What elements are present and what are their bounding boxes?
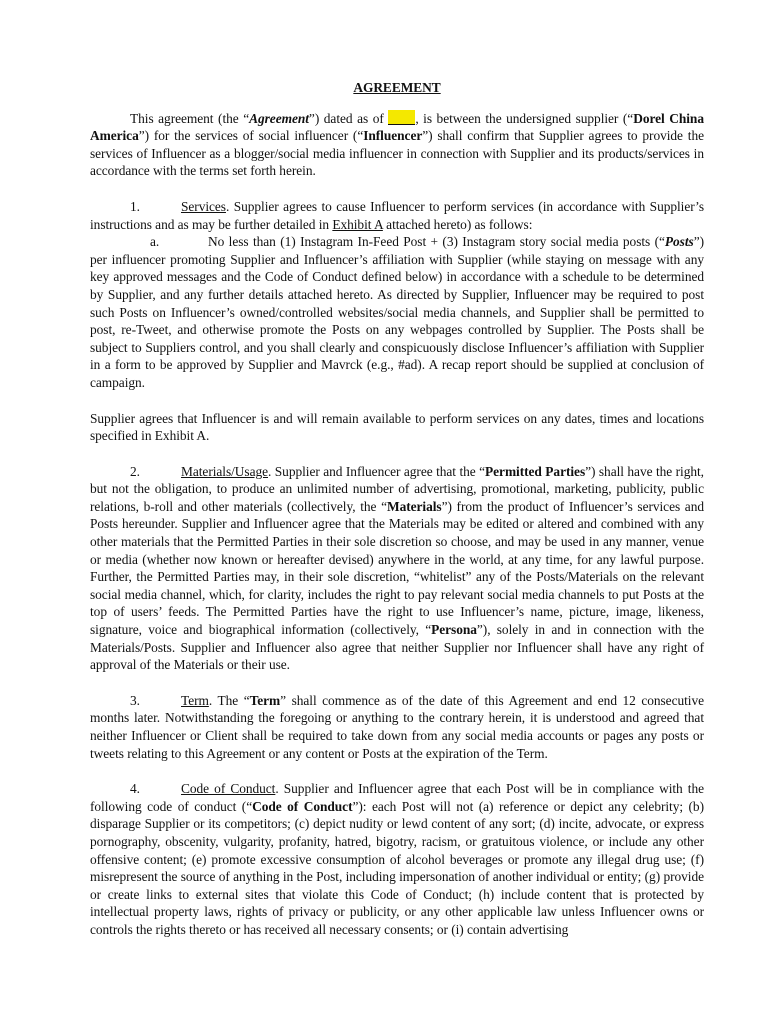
date-blank-field[interactable] — [388, 110, 415, 125]
section-text: . Supplier agrees to cause Influencer to perform services (in accordance with Supplier’s instructions and as may be further detailed in — [90, 198, 704, 232]
intro-text-1: This agreement (the “ — [130, 110, 250, 126]
section-text: ” shall commence as of the date of this Agreement and end 12 consecutive months later. Notwithstanding the foregoing or anything to the contrary herein, it is understood and agreed that neither Influencer or Client shall be required to take down from any social media accounts or pages any posts or tweets relating to this Agreement or any content or Posts at the expiration of the Term. — [90, 692, 704, 761]
document-title: AGREEMENT — [353, 80, 441, 95]
defined-term-code-of-conduct: Code of Conduct — [252, 798, 353, 814]
defined-term-posts: Posts — [664, 234, 694, 250]
section-heading: Services — [181, 198, 226, 214]
section-text: . Supplier and Influencer agree that the “ — [268, 463, 486, 479]
section-text: ”), solely in and in connection with the Materials/Posts. Supplier and Influencer also agree that neither Supplier nor Influencer shall have any right of approval of the Materials or their use. — [90, 622, 704, 673]
section-heading: Term — [181, 692, 209, 708]
section-number: 3. — [130, 692, 140, 708]
section-text: attached hereto) as follows: — [382, 216, 533, 232]
defined-term-term: Term — [249, 692, 281, 708]
defined-term-agreement: Agreement — [249, 110, 309, 126]
section-heading: Code of Conduct — [181, 781, 276, 797]
section-services — [90, 198, 704, 233]
section-number: 2. — [130, 463, 140, 479]
section-materials-usage — [90, 463, 704, 674]
section-term — [90, 692, 704, 762]
intro-text-3: , is between the undersigned supplier (“ — [415, 110, 634, 126]
exhibit-reference: Exhibit A — [332, 216, 383, 232]
intro-text-2: ”) dated as of — [308, 110, 389, 126]
section-number: 1. — [130, 198, 140, 214]
agreement-document — [90, 79, 704, 939]
section-text: . Supplier and Influencer agree that each Post will be in compliance with the following code of conduct (“ — [90, 781, 704, 814]
availability-paragraph: Supplier agrees that Influencer is and will remain available to perform services on any dates, times and locations specified in Exhibit A. — [90, 410, 704, 444]
section-text: . The “ — [208, 692, 250, 708]
section-heading: Materials/Usage — [181, 463, 269, 479]
defined-term-permitted-parties: Permitted Parties — [485, 463, 586, 479]
supplier-name: Dorel China America — [90, 110, 704, 144]
section-text: ”): each Post will not (a) reference or depict any celebrity; (b) disparage Supplier or its competitors; (c) depict nudity or lewd content of any sort; (d) incite, advocate, or express pornography, obscenity, vulgarity, profanity, hatred, bigotry, racism, or gratuitous violence, or include any other offensive content; (e) promote excessive consumption of alcohol beverages or promote any illegal drug use; (f) misrepresent the source of anything in the Post, including impersonation of another individual or entity; (g) provide or create links to external sites that violate this Code of Conduct; (h) include content that is protected by intellectual property laws, rights of privacy or publicity, or any other applicable law unless Influencer owns or controls the rights thereto or has received all necessary consents; or (i) contain advertising — [90, 798, 704, 937]
subsection-text: No less than (1) Instagram In-Feed Post + (3) Instagram story social media posts (“ — [208, 234, 665, 250]
defined-term-materials: Materials — [387, 498, 442, 514]
section-text: ”) shall have the right, but not the obligation, to produce an unlimited number of advertising, promotional, marketing, publicity, public relations, b-roll and other materials (collectively, the “ — [90, 463, 704, 514]
defined-term-persona: Persona — [431, 622, 477, 638]
subsection-a — [90, 233, 704, 391]
defined-term-influencer: Influencer — [363, 128, 423, 144]
subsection-label: a. — [150, 234, 160, 250]
subsection-text: ”) per influencer promoting Supplier and Influencer’s affiliation with Supplier (while staying on message with any key approved messages and the Code of Conduct defined below) in accordance with a schedule to be determined by Supplier, and any further details attached hereto. As directed by Supplier, Influencer may be required to post such Posts on Influencer’s owned/controlled websites/social media channels, and Supplier shall be permitted to post, re-Tweet, and otherwise promote the Posts on any webpages controlled by Supplier. The Posts shall be subject to Suppliers control, and you shall clearly and conspicuously disclose Influencer’s affiliation with Supplier in a form to be approved by Supplier and Mavrck (e.g., #ad). A recap report should be supplied at conclusion of campaign. — [90, 234, 704, 390]
section-code-of-conduct — [90, 780, 704, 938]
intro-text-4: ”) for the services of social influencer (“ — [138, 128, 364, 144]
intro-text-5: ”) shall confirm that Supplier agrees to provide the services of Influencer as a blogger/social media influencer in connection with Supplier and its products/services in accordance with the terms set forth herein. — [90, 128, 704, 179]
intro-paragraph — [90, 110, 704, 180]
section-number: 4. — [130, 781, 140, 797]
section-text: ”) from the product of Influencer’s services and Posts hereunder. Supplier and Influencer agree that the Materials may be edited or altered and combined with any other materials that the Permitted Parties in their sole discretion so choose, and may be used in any manner, venue or media (whether now known or hereafter devised) anywhere in the world, at any time, for any lawful purpose. Further, the Permitted Parties may, in their sole discretion, “whitelist” any of the Posts/Materials on the relevant social media channel, which, for clarity, includes the right to pay relevant social media channels to put Posts at the top of users’ feeds. The Permitted Parties have the right to use Influencer’s name, picture, image, likeness, signature, voice and biographical information (collectively, “ — [90, 498, 704, 638]
